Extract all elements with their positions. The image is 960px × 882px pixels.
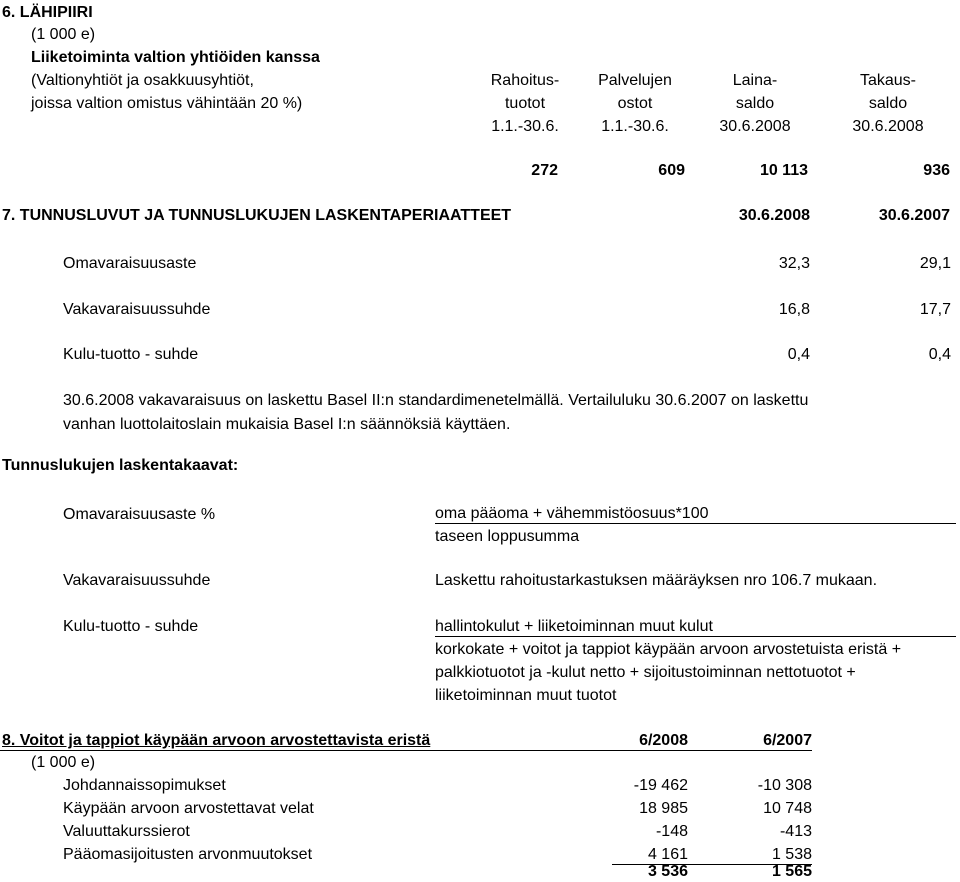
fraction-line-omavaraisuusaste xyxy=(435,523,956,524)
formula-label-omavaraisuusaste: Omavaraisuusaste % xyxy=(63,506,216,523)
ratio-label-kulu-tuotto: Kulu-tuotto - suhde xyxy=(63,346,199,363)
ratio-value-omavaraisuusaste-2007: 29,1 xyxy=(919,255,951,272)
fv-row-value-johdannaissopimukset-2008: -19 462 xyxy=(633,777,688,794)
col-header-takaus-line2: saldo xyxy=(868,95,908,112)
fv-total-2008: 3 536 xyxy=(647,863,688,880)
col-header-palvelujen-line1: Palvelujen xyxy=(598,72,672,89)
ratio-value-vakavaraisuussuhde-2007: 17,7 xyxy=(919,301,951,318)
section6-heading: 6. LÄHIPIIRI xyxy=(2,4,93,21)
formulas-heading: Tunnuslukujen laskentakaavat: xyxy=(2,457,239,474)
formula-denominator-kulu-tuotto-line1: korkokate + voitot ja tappiot käypään arvoon arvostetuista eristä + xyxy=(435,641,902,658)
section7-col2-header: 30.6.2007 xyxy=(878,207,950,224)
fv-row-value-paaomasijoitukset-2007: 1 538 xyxy=(771,846,812,863)
formula-denominator-omavaraisuusaste: taseen loppusumma xyxy=(435,528,580,545)
section8-heading: 8. Voitot ja tappiot käypään arvoon arvostettavista eristä xyxy=(2,732,431,749)
fv-row-label-paaomasijoitukset: Pääomasijoitusten arvonmuutokset xyxy=(63,846,313,863)
section6-subheading: Liiketoiminta valtion yhtiöiden kanssa xyxy=(31,49,320,66)
col-header-rahoitus-line2: tuotot xyxy=(504,95,546,112)
formula-numerator-omavaraisuusaste: oma pääoma + vähemmistöosuus*100 xyxy=(435,505,709,522)
ratio-label-omavaraisuusaste: Omavaraisuusaste xyxy=(63,255,197,272)
col-header-takaus-line3: 30.6.2008 xyxy=(852,118,924,135)
fv-row-value-paaomasijoitukset-2008: 4 161 xyxy=(647,846,688,863)
formula-denominator-kulu-tuotto-line2: palkkiotuotot ja -kulut netto + sijoitustoiminnan nettotuotot + xyxy=(435,664,856,681)
section8-header-underline xyxy=(0,750,812,751)
fv-row-value-velat-2007: 10 748 xyxy=(763,800,812,817)
col-header-rahoitus-line3: 1.1.-30.6. xyxy=(491,118,559,135)
capital-adequacy-note-line2: vanhan luottolaitoslain mukaisia Basel I:n säännöksiä käyttäen. xyxy=(63,416,511,433)
fraction-line-kulu-tuotto xyxy=(435,636,956,637)
section8-unit: (1 000 e) xyxy=(31,754,96,771)
formula-text-vakavaraisuussuhde: Laskettu rahoitustarkastuksen määräyksen nro 106.7 mukaan. xyxy=(435,572,878,589)
value-palvelujen: 609 xyxy=(658,162,685,179)
ratio-value-kulu-tuotto-2007: 0,4 xyxy=(928,346,951,363)
ratio-label-vakavaraisuussuhde: Vakavaraisuussuhde xyxy=(63,301,211,318)
value-takaus: 936 xyxy=(923,162,950,179)
section8-col2-header: 6/2007 xyxy=(763,732,812,749)
col-header-palvelujen-line2: ostot xyxy=(617,95,653,112)
col-header-rahoitus-line1: Rahoitus- xyxy=(490,72,560,89)
section7-col1-header: 30.6.2008 xyxy=(738,207,810,224)
value-laina: 10 113 xyxy=(759,162,808,179)
fv-row-value-valuuttakurssierot-2008: -148 xyxy=(655,823,688,840)
col-header-laina-line2: saldo xyxy=(735,95,775,112)
ratio-value-kulu-tuotto-2008: 0,4 xyxy=(787,346,810,363)
formula-label-kulu-tuotto: Kulu-tuotto - suhde xyxy=(63,618,199,635)
fv-row-label-velat: Käypään arvoon arvostettavat velat xyxy=(63,800,314,817)
value-rahoitus: 272 xyxy=(531,162,558,179)
fv-row-label-johdannaissopimukset: Johdannaissopimukset xyxy=(63,777,226,794)
section7-heading: 7. TUNNUSLUVUT JA TUNNUSLUKUJEN LASKENTAPERIAATTEET xyxy=(2,207,512,224)
fv-row-value-velat-2008: 18 985 xyxy=(639,800,688,817)
fv-total-2007: 1 565 xyxy=(771,863,812,880)
col-header-palvelujen-line3: 1.1.-30.6. xyxy=(601,118,669,135)
formula-denominator-kulu-tuotto-line3: liiketoiminnan muut tuotot xyxy=(435,687,617,704)
col-header-takaus-line1: Takaus- xyxy=(859,72,917,89)
fv-row-label-valuuttakurssierot: Valuuttakurssierot xyxy=(63,823,190,840)
section8-col1-header: 6/2008 xyxy=(639,732,688,749)
section6-desc-line1: (Valtionyhtiöt ja osakkuusyhtiöt, xyxy=(31,72,254,89)
fv-row-value-valuuttakurssierot-2007: -413 xyxy=(779,823,812,840)
ratio-value-omavaraisuusaste-2008: 32,3 xyxy=(778,255,810,272)
col-header-laina-line1: Laina- xyxy=(732,72,778,89)
section6-desc-line2: joissa valtion omistus vähintään 20 %) xyxy=(31,95,303,112)
col-header-laina-line3: 30.6.2008 xyxy=(719,118,791,135)
ratio-value-vakavaraisuussuhde-2008: 16,8 xyxy=(778,301,810,318)
capital-adequacy-note-line1: 30.6.2008 vakavaraisuus on laskettu Basel II:n standardimenetelmällä. Vertailuluku 30.6.2007 on laskettu xyxy=(63,392,809,409)
fv-row-value-johdannaissopimukset-2007: -10 308 xyxy=(757,777,812,794)
section6-unit: (1 000 e) xyxy=(31,26,96,43)
formula-label-vakavaraisuussuhde: Vakavaraisuussuhde xyxy=(63,572,211,589)
formula-numerator-kulu-tuotto: hallintokulut + liiketoiminnan muut kulut xyxy=(435,618,713,635)
